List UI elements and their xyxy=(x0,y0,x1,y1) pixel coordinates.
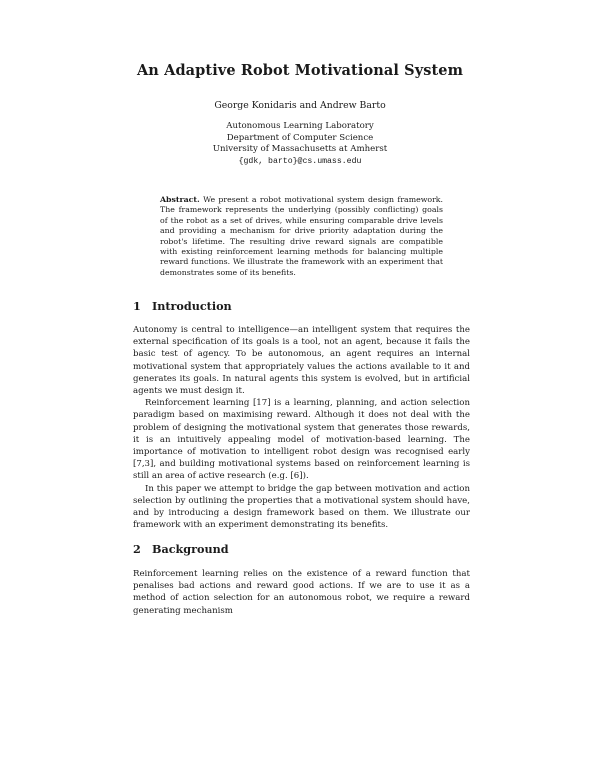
affiliation-block xyxy=(0,121,600,167)
author-email: {gdk, barto}@cs.umass.edu xyxy=(238,156,362,166)
abstract-label: Abstract. xyxy=(160,195,200,204)
affiliation-department: Department of Computer Science xyxy=(226,132,374,143)
paragraph: Autonomy is central to intelligence—an intelligent system that requires the external specification of its goals is a tool, not an agent, because it fails the basic test of agency. To be autonomous, an agent requires an internal motivational system that appropriately values the actions available to it and generates its goals. In natural agents this system is evolved, but in artificial agents we must design it. xyxy=(133,325,470,397)
section-number: 1 xyxy=(133,299,141,313)
affiliation-university: University of Massachusetts at Amherst xyxy=(212,144,388,155)
section-body-background xyxy=(133,568,470,617)
author-list: George Konidaris and Andrew Barto xyxy=(214,100,386,111)
affiliation-lab: Autonomous Learning Laboratory xyxy=(226,121,374,131)
paper-title: An Adaptive Robot Motivational System xyxy=(136,62,464,79)
section-heading-introduction xyxy=(133,299,232,313)
section-number: 2 xyxy=(133,542,141,556)
section-title: Introduction xyxy=(152,299,232,313)
section-body-introduction xyxy=(133,324,470,531)
paragraph: Reinforcement learning [17] is a learning, planning, and action selection paradigm based on maximising reward. Although it does not deal with the problem of designing the motivational system that generates those rewards, it is an intuitively appealing model of motivation-based learning. The importance of motivation to intelligent robot design was recognised early [7,3], and building motivational systems based on reinforcement learning is still an area of active research (e.g. [6]). xyxy=(133,398,470,482)
paragraph: In this paper we attempt to bridge the gap between motivation and action selection by outlining the properties that a motivational system should have, and by introducing a design framework based on them. We illustrate our framework with an experiment demonstrating its benefits. xyxy=(133,483,470,531)
paragraph: Reinforcement learning relies on the existence of a reward function that penalises bad actions and reward good actions. If we are to use it as a method of action selection for an autonomous robot, we require a reward generating mechanism xyxy=(133,569,470,616)
abstract-text: We present a robot motivational system design framework. The framework represents the underlying (possibly conflicting) goals of the robot as a set of drives, while ensuring comparable drive levels and providing a mechanism for drive priority adaptation during the robot's lifetime. The resulting drive reward signals are compatible with existing reinforcement learning methods for balancing multiple reward functions. We illustrate the framework with an experiment that demonstrates some of its benefits. xyxy=(160,195,444,277)
abstract xyxy=(160,195,443,278)
section-title: Background xyxy=(152,542,229,556)
section-heading-background xyxy=(133,542,229,556)
